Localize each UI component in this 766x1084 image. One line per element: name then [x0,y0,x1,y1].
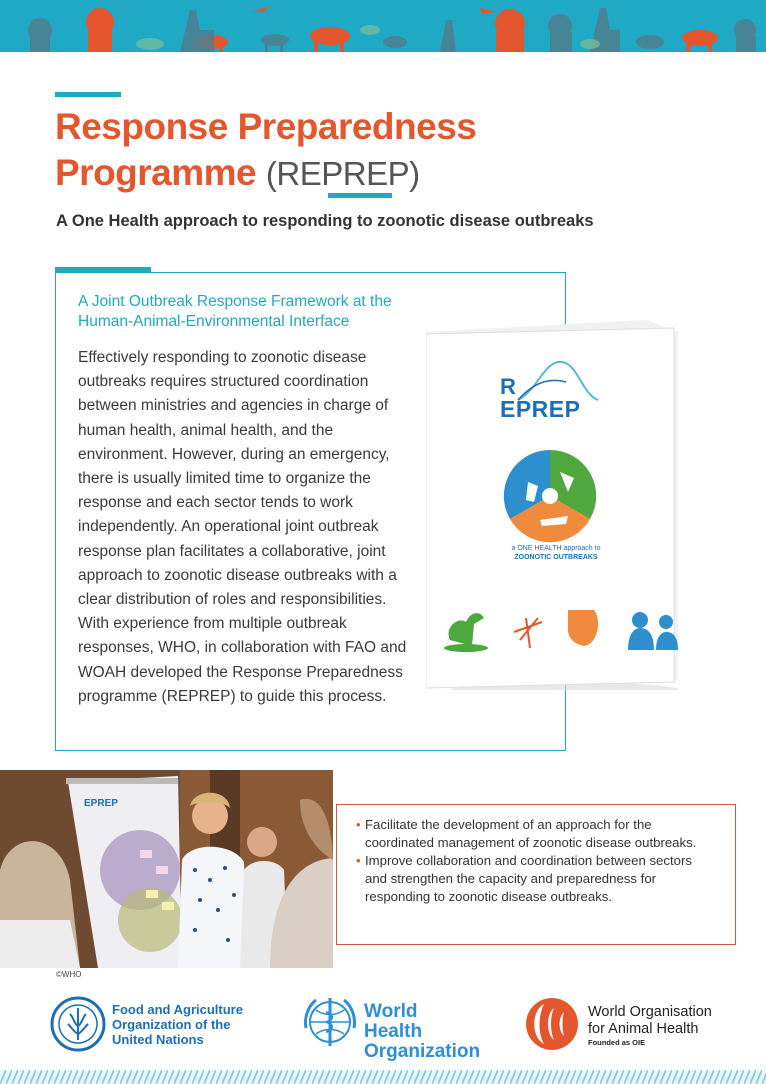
fao-emblem-icon [50,994,106,1054]
booklet-tagline-2: ZOONOTIC OUTBREAKS [514,554,598,561]
title-acronym: (REPREP) [265,155,420,192]
animal-silhouette-illustration [0,0,766,52]
who-name-line-1: World Health [364,1001,423,1042]
who-logo [300,994,481,1062]
footer-stripe [0,1070,766,1084]
woah-name-line-3: Founded as OIE [588,1038,646,1047]
page-subtitle: A One Health approach to responding to zoonotic disease outbreaks [56,212,594,230]
fao-name [112,1002,243,1047]
flipchart-label: EPREP [84,798,118,809]
booklet-tagline [486,544,626,562]
fao-name-line-1: Food and Agriculture [112,1002,243,1017]
booklet-logo [500,376,580,420]
objective-item: • Improve collaboration and coordination between sectors and strengthen the capacity and preparedness for responding to zoonotic disease outbreaks. [356,852,716,906]
fao-logo [50,994,250,1054]
top-banner [0,0,766,52]
woah-logo [524,994,744,1054]
framework-body: Effectively responding to zoonotic disease outbreaks requires structured coordination between ministries and agencies in charge of human health, animal health, and the environment. However, during an emergency, there is usually limited time to organize the response and each sector tends to work independently. An operational joint outbreak response plan facilitates a collaborative, joint approach to zoonotic disease outbreaks with a clear distribution of roles and responsibilities. With experience from multiple outbreak responses, WHO, in collaboration with FAO and WOAH developed the Response Preparedness programme (REPREP) to guide this process. [78,349,407,705]
who-name-line-2: Organization [364,1041,481,1062]
booklet-logo-rest: EPREP [500,396,581,422]
fao-name-line-2: Organization of the [112,1017,231,1032]
booklet-tagline-1: a ONE HEALTH approach to [511,545,601,552]
woah-name-line-2: for Animal Health [588,1021,699,1037]
acronym-underline [328,193,392,198]
booklet-logo-r: R [500,374,516,399]
title-line-2: Programme [55,152,257,193]
framework-heading: A Joint Outbreak Response Framework at the Human-Animal-Environmental Interface [78,293,392,330]
fao-name-line-3: United Nations [112,1032,204,1047]
title-line-1: Response Preparedness [55,106,477,147]
workshop-photo [0,770,333,968]
reprep-booklet-image [426,320,678,690]
woah-emblem-icon [524,996,580,1052]
photo-credit: ©WHO [56,970,82,979]
who-emblem-icon [300,992,360,1052]
who-name [364,1002,480,1062]
objective-item: • Facilitate the development of an approach for the coordinated management of zoonotic disease outbreaks. [356,816,716,852]
objectives-list [356,816,716,906]
title-accent-bar [55,92,121,97]
woah-name [588,1004,712,1048]
woah-name-line-1: World Organisation [588,1004,712,1020]
page-title [55,104,675,197]
